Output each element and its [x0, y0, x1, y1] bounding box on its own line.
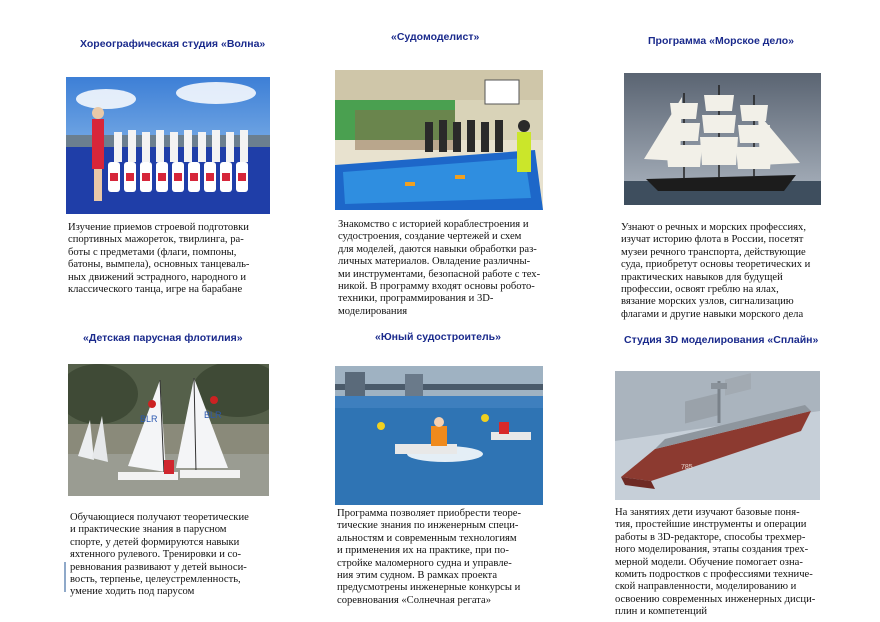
card-title-yunyi-sudostroitel: «Юный судостроитель»	[375, 331, 501, 343]
card-title-morskoe-delo: Программа «Морское дело»	[648, 35, 794, 47]
side-marker	[64, 562, 66, 592]
card-description-morskoe-delo: Узнают о речных и морских профессиях, изучат историю флота в России, посетят музеи речного транспорта, действующие суда, приобретут основы теоретических и практических навыков для будущей профессии, освоят греблю на ялах, вязание морских узлов, сигнализацию флагами и другие навыки морского дела	[621, 222, 811, 320]
svg-text:785: 785	[681, 464, 693, 471]
card-title-volna: Хореографическая студия «Волна»	[80, 38, 266, 50]
svg-text:BLR: BLR	[140, 414, 158, 424]
card-title-parusnaya-flotiliya: «Детская парусная флотилия»	[83, 332, 243, 344]
boat-race-photo-icon	[335, 366, 543, 505]
ship-model-pool-photo-icon	[335, 70, 543, 210]
svg-text:BLR: BLR	[204, 410, 222, 420]
sailboats-photo-icon	[68, 364, 269, 496]
card-description-volna: Изучение приемов строевой подготовки спортивных мажореток, твирлинга, ра- боты с предметами (флаги, помпоны, батоны, вымпела), основных танцеваль- ных движений эстрадного, народного и классического танца, игре на барабане	[68, 222, 250, 296]
card-description-parusnaya-flotiliya: Обучающиеся получают теоретические и практические знания в парусном спорте, у детей формируются навыки яхтенного рулевого. Тренировки и со- ревнования развивают у детей выноси- вость, терпенье, целеустремленность, умение ходить под парусом	[70, 512, 249, 598]
card-description-sudomodelist: Знакомство с историей кораблестроения и судостроения, создание чертежей и схем для моделей, даются навыки обработки раз- личных материалов. Овладение различны- ми инструментами, безопасной работе с тех- никой. В программу входят основы робото- техники, программирования и 3D- моделирования	[338, 219, 541, 317]
card-title-splain: Студия 3D моделирования «Сплайн»	[624, 334, 819, 346]
card-title-sudomodelist: «Судомоделист»	[391, 31, 480, 43]
card-description-yunyi-sudostroitel: Программа позволяет приобрести теоре- тические знания по инженерным специ- альностям и современным технологиям и применения их на практике, при по- стройке маломерного судна и управле- ния этим судном. В рамках проекта предусмотрены инженерные конкурсы и соревнования «Солнечная регата»	[337, 508, 522, 606]
majorettes-photo-icon	[66, 77, 270, 214]
card-description-splain: На занятиях дети изучают базовые поня- тия, простейшие инструменты и операции работы в 3D-редакторе, способы трехмер- ного моделирования, этапы создания трех- мерной модели. Обучение помогает озна- комить подростков с профессиями техниче- ской направленности, моделированию и освоению современных инженерных дисци- плин и компетенций	[615, 507, 816, 618]
3d-warship-model-photo-icon	[615, 371, 820, 500]
sailing-ship-photo-icon	[624, 73, 821, 205]
